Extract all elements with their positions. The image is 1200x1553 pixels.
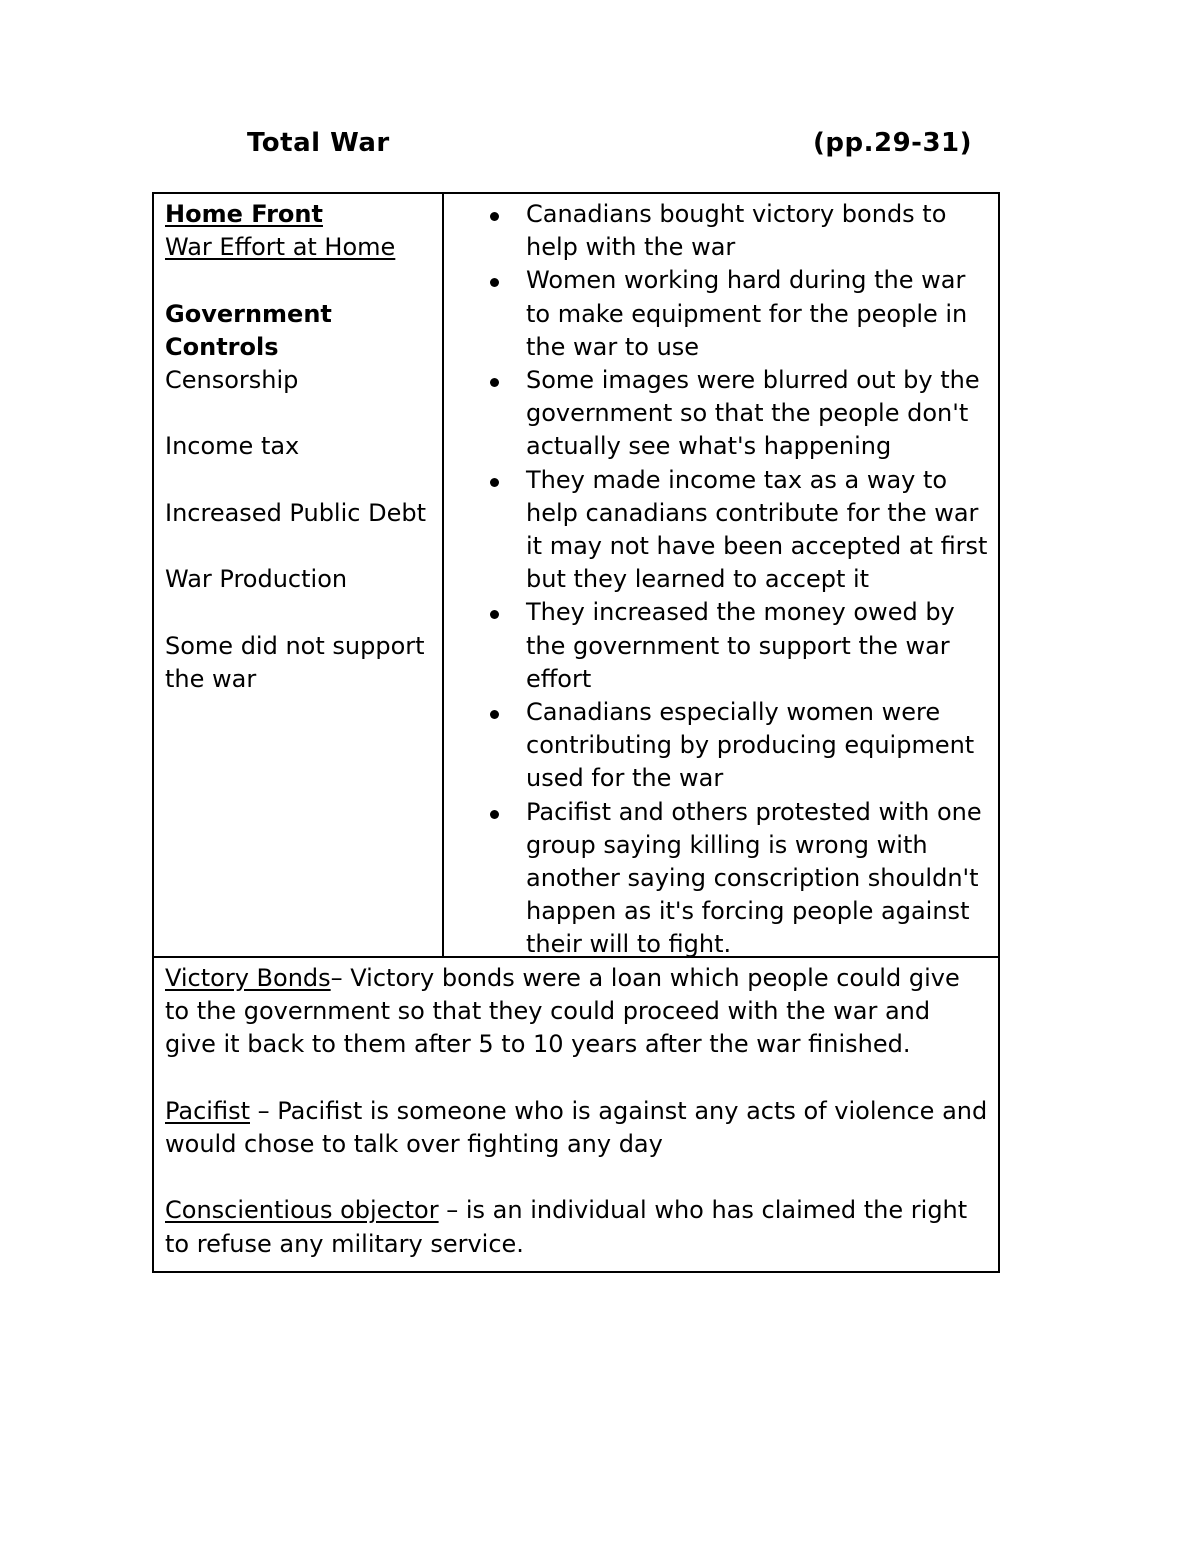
list-item: They increased the money owed by the government to support the war effort bbox=[468, 596, 992, 696]
heading-government-1: Government bbox=[165, 299, 332, 328]
definition-objector: Conscientious objector – is an individual who has claimed the right to refuse any military service. bbox=[165, 1196, 968, 1258]
list-item: Women working hard during the war to make equipment for the people in the war to use bbox=[468, 264, 992, 364]
list-item: Canadians bought victory bonds to help with the war bbox=[468, 198, 992, 264]
notes-table bbox=[152, 192, 1000, 1273]
term-victory-bonds: Victory Bonds bbox=[165, 964, 331, 992]
bullet-icon bbox=[490, 378, 499, 387]
topic-not-support-2: the war bbox=[165, 664, 257, 693]
topic-censorship: Censorship bbox=[165, 366, 299, 394]
definition-victory-bonds: Victory Bonds– Victory bonds were a loan which people could give to the government so that they could proceed with the war and give it back to them after 5 to 10 years after the war finished. bbox=[165, 964, 960, 1059]
list-item: Canadians especially women were contributing by producing equipment used for the war bbox=[468, 696, 992, 796]
notes-top-row bbox=[154, 194, 998, 958]
subheading-war-effort: War Effort at Home bbox=[165, 233, 396, 262]
bullet-icon bbox=[490, 212, 499, 221]
page-title: Total War bbox=[247, 128, 390, 158]
list-item: They made income tax as a way to help canadians contribute for the war it may not have been accepted at first but they learned to accept it bbox=[468, 464, 992, 597]
topics-column bbox=[154, 194, 444, 956]
term-objector: Conscientious objector bbox=[165, 1196, 439, 1225]
bullet-icon bbox=[490, 278, 499, 287]
definitions-section bbox=[154, 958, 998, 1271]
bullet-icon bbox=[490, 810, 499, 819]
term-pacifist: Pacifist bbox=[165, 1096, 250, 1125]
heading-government-2: Controls bbox=[165, 332, 279, 361]
definition-pacifist: Pacifist – Pacifist is someone who is against any acts of violence and would chose to talk over fighting any day bbox=[165, 1096, 988, 1158]
bullet-icon bbox=[490, 710, 499, 719]
bullet-icon bbox=[490, 478, 499, 487]
list-item: Pacifist and others protested with one group saying killing is wrong with another saying conscription shouldn't happen as it's forcing people against their will to fight. bbox=[468, 796, 992, 962]
notes-column bbox=[444, 194, 998, 959]
heading-home-front: Home Front bbox=[165, 200, 323, 228]
topic-war-production: War Production bbox=[165, 565, 348, 594]
bullet-icon bbox=[490, 610, 499, 619]
page-range: (pp.29-31) bbox=[813, 128, 973, 158]
topic-public-debt: Increased Public Debt bbox=[165, 498, 426, 527]
topic-not-support-1: Some did not support bbox=[165, 631, 425, 660]
notes-list bbox=[468, 198, 992, 962]
list-item: Some images were blurred out by the government so that the people don't actually see what's happening bbox=[468, 364, 992, 464]
topic-income-tax: Income tax bbox=[165, 432, 300, 461]
